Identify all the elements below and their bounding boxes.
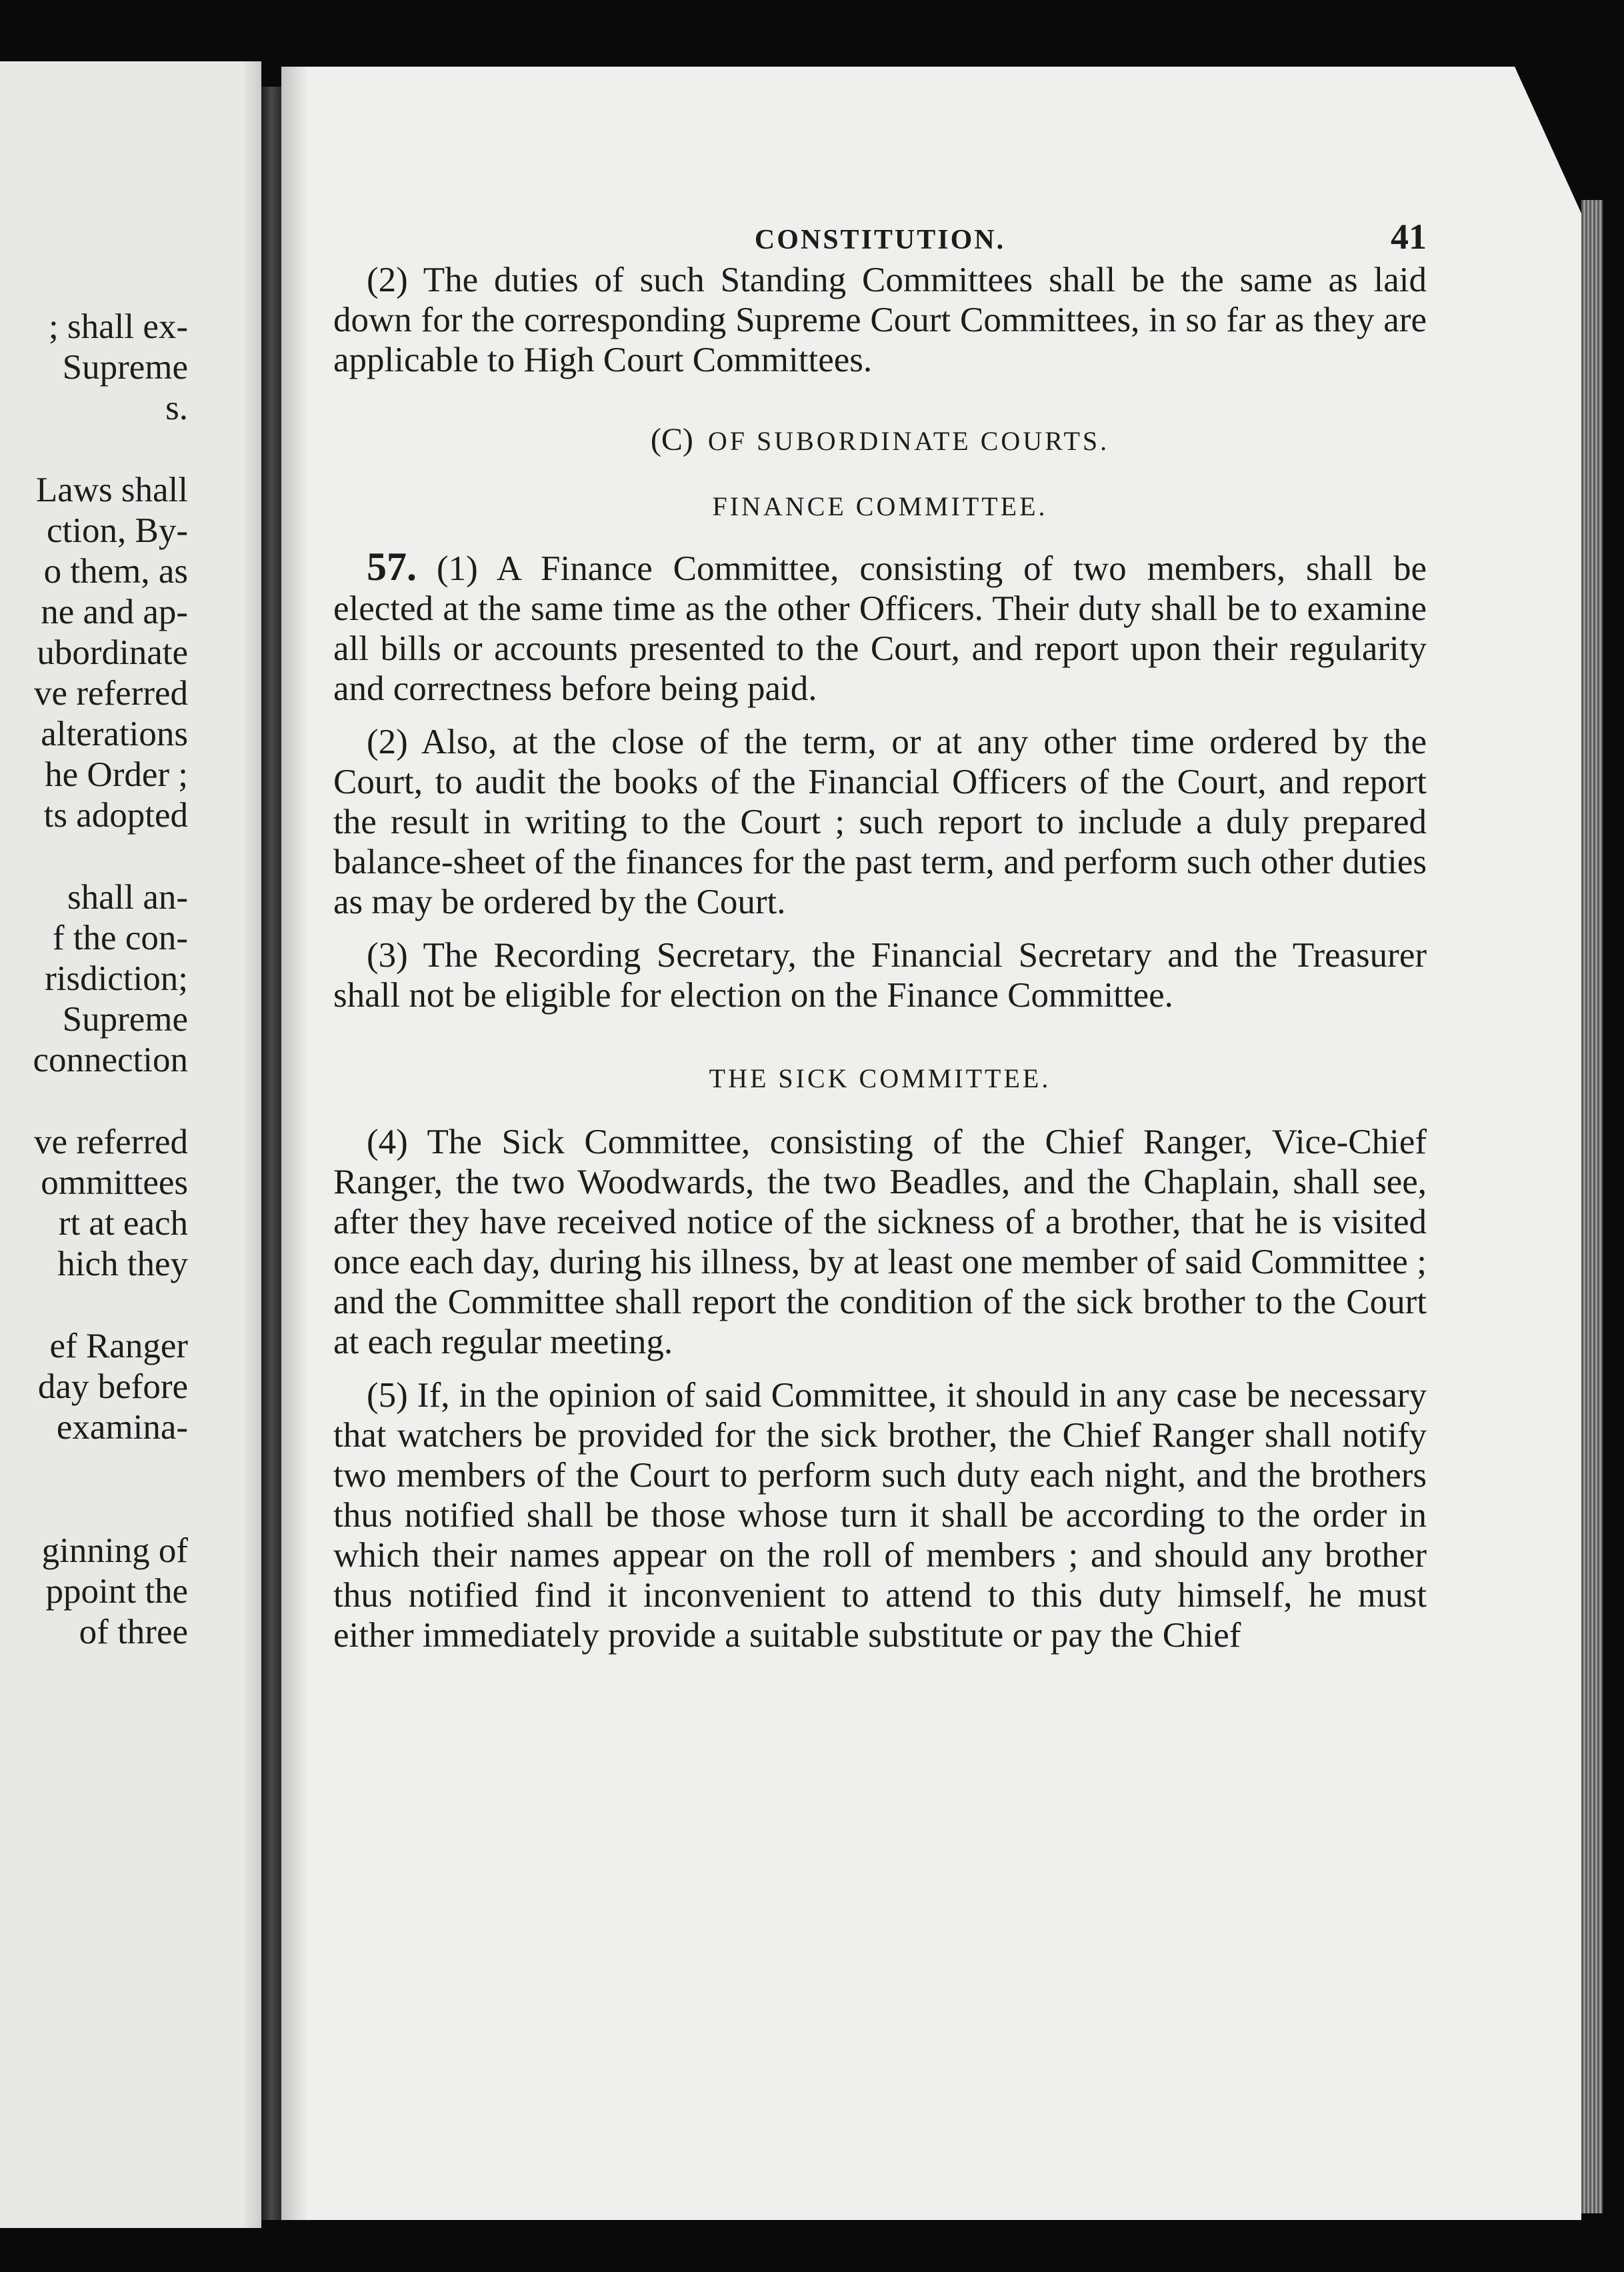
section-title: OF SUBORDINATE COURTS. xyxy=(707,426,1110,456)
left-page-gap xyxy=(0,1285,188,1326)
left-facing-page xyxy=(0,61,261,2228)
left-page-gap xyxy=(0,1081,188,1122)
left-page-line: ve referred xyxy=(34,674,188,713)
left-page-gap xyxy=(0,429,188,470)
left-page-line: alterations xyxy=(41,715,188,753)
left-page-line: day before xyxy=(37,1367,188,1406)
left-page-line: ppoint the xyxy=(45,1572,188,1611)
left-page-line: he Order ; xyxy=(45,755,188,794)
paragraph-finance-1-text: (1) A Finance Committee, consisting of two members, shall be elected at the same time as the other Officers. Their duty shall be to examine all bills or accounts presented to the Court, and report upon their regularity and correctness before being paid. xyxy=(333,549,1427,708)
left-page-line: o them, as xyxy=(43,552,188,591)
left-page-gap xyxy=(0,1489,188,1531)
page-content xyxy=(333,200,1427,1669)
left-page-line: connection xyxy=(33,1041,188,1079)
left-page-line: f the con- xyxy=(52,919,188,957)
section-heading xyxy=(333,420,1427,461)
paragraph-finance-3: (3) The Recording Secretary, the Financial Secretary and the Treasurer shall not be eligible for election on the Finance Committee. xyxy=(333,936,1427,1015)
running-title: CONSTITUTION. xyxy=(754,225,1006,255)
left-page-line: Supreme xyxy=(62,348,188,387)
page-number: 41 xyxy=(1391,217,1427,257)
paragraph-finance-1 xyxy=(333,547,1427,709)
left-page-line: ts adopted xyxy=(43,796,188,835)
left-page-gap xyxy=(0,836,188,877)
finance-committee-heading: FINANCE COMMITTEE. xyxy=(712,491,1048,521)
left-page-line: rt at each xyxy=(58,1204,188,1243)
section-number: 57. xyxy=(367,545,417,589)
left-page-text xyxy=(0,307,188,1653)
paragraph-sick-5: (5) If, in the opinion of said Committee, it should in any case be necessary that watchers be provided for the sick brother, the Chief Ranger shall notify two members of the Court to perform such duty each night, and the brothers thus notified shall be those whose turn it shall be according to the order in which their names appear on the roll of members ; and should any brother thus notified find it inconvenient to attend to this duty himself, he must either immediately provide a suitable substitute or pay the Chief xyxy=(333,1376,1427,1655)
left-page-line: ction, By- xyxy=(47,511,188,550)
left-page-line: shall an- xyxy=(67,878,188,917)
paragraph-sick-4: (4) The Sick Committee, consisting of the Chief Ranger, Vice-Chief Ranger, the two Woodwards, the two Beadles, and the Chaplain, shall see, after they have received notice of the sickness of a brother, that he is visited once each day, during his illness, by at least one member of said Committee ; and the Committee shall report the condition of the sick brother to the Court at each regular meeting. xyxy=(333,1123,1427,1361)
sick-committee-heading: THE SICK COMMITTEE. xyxy=(709,1063,1051,1093)
section-paren: (C) xyxy=(650,422,693,457)
left-page-line: ommittees xyxy=(41,1163,188,1202)
running-head xyxy=(333,200,1427,260)
book-gutter xyxy=(261,87,281,2220)
left-page-line: examina- xyxy=(56,1408,188,1447)
paragraph-standing-committees-2: (2) The duties of such Standing Committees shall be the same as laid down for the corresponding Supreme Court Committees, in so far as they are applicable to High Court Committees. xyxy=(333,261,1427,379)
left-page-line: hich they xyxy=(57,1245,188,1283)
left-page-line: ve referred xyxy=(34,1123,188,1161)
left-page-line: ne and ap- xyxy=(41,593,188,631)
left-page-line: ; shall ex- xyxy=(49,307,188,346)
left-page-line: ginning of xyxy=(41,1531,188,1570)
left-page-line: ubordinate xyxy=(37,633,188,672)
left-page-line: of three xyxy=(79,1613,188,1651)
left-page-line: ef Ranger xyxy=(49,1327,188,1365)
left-page-gap xyxy=(0,1448,188,1489)
page-edge xyxy=(1581,200,1603,2213)
left-page-line: Supreme xyxy=(62,1000,188,1039)
left-page-line: risdiction; xyxy=(45,959,188,998)
paragraph-finance-2: (2) Also, at the close of the term, or at any other time ordered by the Court, to audit the books of the Financial Officers of the Court, and report the result in writing to the Court ; such report to include a duly prepared balance-sheet of the finances for the past term, and perform such other duties as may be ordered by the Court. xyxy=(333,723,1427,921)
left-page-line: Laws shall xyxy=(35,471,188,509)
left-page-line: s. xyxy=(165,389,188,427)
